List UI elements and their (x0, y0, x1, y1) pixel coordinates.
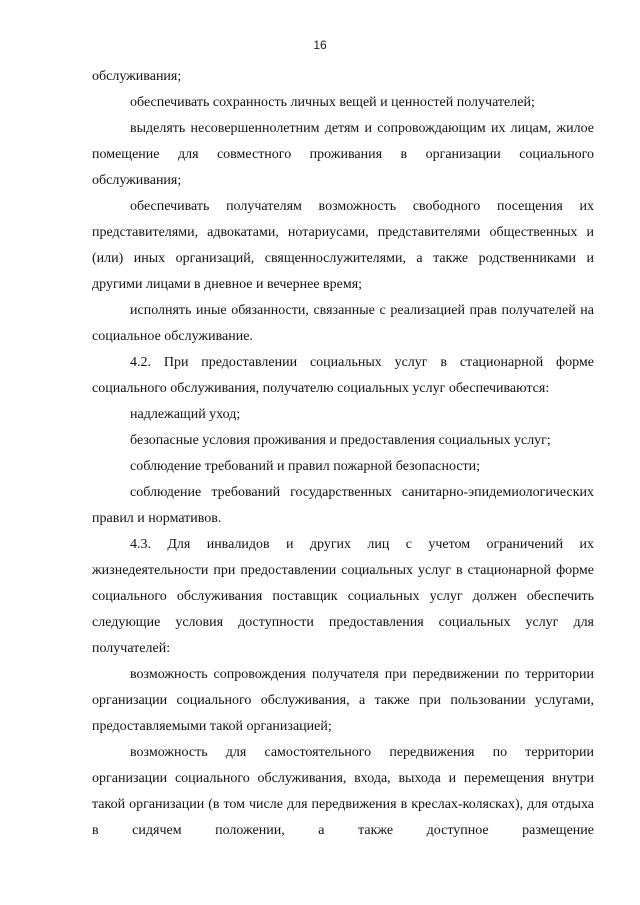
paragraph-fire-safety: соблюдение требований и правил пожарной безопасности; (130, 459, 481, 474)
paragraph-sanitary: соблюдение требований государственных санитарно-эпидемиологических правил и нормативов. (92, 485, 594, 526)
paragraph-minors-housing: выделять несовершеннолетним детям и сопровождающим их лицам, жилое помещение для совместного проживания в организации социального обслуживания; (92, 121, 594, 188)
paragraph-other-duties: исполнять иные обязанности, связанные с реализацией прав получателей на социальное обслуживание. (92, 303, 594, 344)
document-body (92, 64, 594, 844)
paragraph-visits: обеспечивать получателям возможность свободного посещения их представителями, адвокатами, нотариусами, представителями общественных и (или) иных организаций, священнослужителями, а также родственниками и другими лицами в дневное и вечернее время; (92, 199, 594, 292)
paragraph-belongings: обеспечивать сохранность личных вещей и ценностей получателей; (130, 95, 535, 110)
paragraph-independent-movement: возможность для самостоятельного передвижения по территории организации социального обслуживания, входа, выхода и перемещения внутри такой организации (в том числе для передвижения в креслах-колясках), для отдыха в сидячем положении, а также доступное размещение (92, 745, 594, 838)
paragraph-safe-conditions: безопасные условия проживания и предоставления социальных услуг; (130, 433, 551, 448)
paragraph-section-4-3: 4.3. Для инвалидов и других лиц с учетом ограничений их жизнедеятельности при предоставлении социальных услуг в стационарной форме социального обслуживания поставщик социальных услуг должен обеспечить следующие условия доступности предоставления социальных услуг для получателей: (92, 537, 594, 656)
paragraph-continuation: обслуживания; (92, 69, 182, 84)
paragraph-section-4-2: 4.2. При предоставлении социальных услуг в стационарной форме социального обслуживания, получателю социальных услуг обеспечиваются: (92, 355, 594, 396)
page-number: 16 (313, 38, 327, 52)
paragraph-care: надлежащий уход; (130, 407, 241, 422)
paragraph-escort: возможность сопровождения получателя при передвижении по территории организации социального обслуживания, а также при пользовании услугами, предоставляемыми такой организацией; (92, 667, 594, 734)
